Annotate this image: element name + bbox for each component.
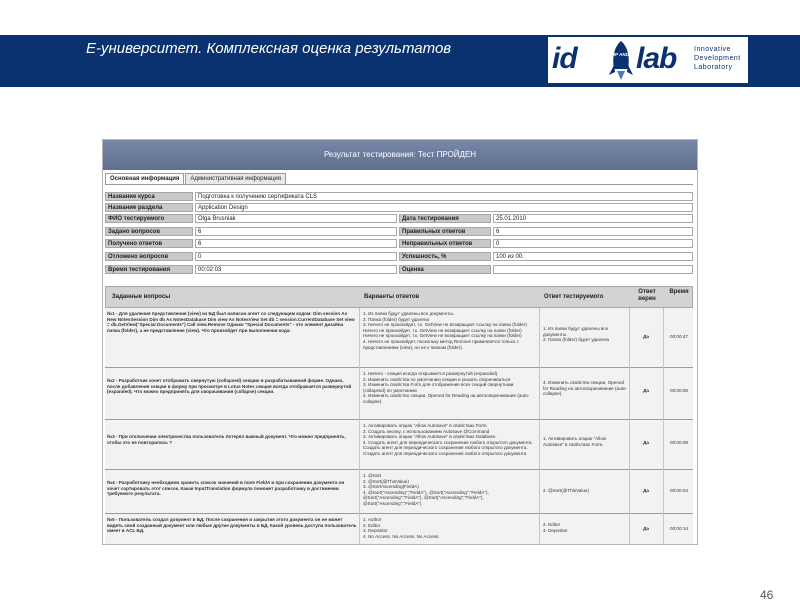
column-divider xyxy=(663,368,664,420)
title-banner xyxy=(0,35,800,87)
column-divider xyxy=(539,470,540,514)
postponed-label: Отложено вопросов xyxy=(105,252,193,261)
postponed-value: 0 xyxy=(195,252,397,261)
table-row xyxy=(105,308,693,368)
answer-correct: Да xyxy=(643,388,649,393)
table-row xyxy=(105,420,693,470)
question-text: №2 - Разработчик хочет отображать свернутую (collapsed) секцию в разрабатываемой форме. Однако, после добавления секции в форму при просмотре в Lotus Notes секция всегда отображается развернутой (expanded). Что можно предпринять для сворачивания (collapse) секции. xyxy=(107,378,352,395)
tab-main-info[interactable]: Основная информация xyxy=(105,173,184,184)
table-row xyxy=(105,368,693,420)
column-divider xyxy=(629,514,630,544)
fio-value: Olga Brusniak xyxy=(195,214,397,223)
column-divider xyxy=(539,368,540,420)
answer-time: 00:00:04 xyxy=(670,488,688,493)
field-row-questions xyxy=(105,227,693,237)
variants-list: 1. Активировать опцию "Allow Autosave" в свойствах Form. 2. Создать кнопку, с использованием Autosave @Command 3. Активировать опцию "Allow Autosave" в свойствах Database. 4. Создать агент для периодического сохранения любого открытого документа. Создать агент для периодического сохранения любого открытого документа. Создать агент для периодического сохранения любого открытого документа xyxy=(363,423,533,456)
grade-label: Оценка xyxy=(399,265,491,274)
test-result-screenshot xyxy=(102,139,698,545)
user-answer: 4. Изменить свойство секции, Opened for Reading на автосворачивание (auto-collapse). xyxy=(543,380,627,397)
variants-list: 1. Из папки будут удалены все документы. 2. Папка (folder) будет удалена 3. Ничего не произойдет, т.к. GetView не возвращает ссылку на папки (folder) Ничего не произойдет, т.к. GetView не возвращает ссылку на папки (folder) Ничего не произойдет, т.к. GetView не возвращает ссылку на папки (folder) 4. Ничего не произойдет, поскольку метод Remove применяется только с представлением (view), но не к папкам (folder). xyxy=(363,311,527,350)
variants-list: 1. @Sort 2. @Sort(@ThisValue) 3. @SortAscending(FieldA) 4. @Sort("Ascending";"FieldA"), @Sort("Ascending";"FieldA"), @Sort("Ascending";"FieldA"), @Sort("Ascending";"FieldA"), @Sort("Ascending";"FieldA") xyxy=(363,473,489,506)
field-row-postponed xyxy=(105,252,693,262)
column-divider xyxy=(359,514,360,544)
column-divider xyxy=(629,308,630,368)
column-divider xyxy=(629,420,630,470)
field-row-course xyxy=(105,192,693,202)
correct-label: Правильных ответов xyxy=(399,227,491,236)
column-divider xyxy=(359,470,360,514)
user-answer: 2. @Sort(@ThisValue) xyxy=(543,488,590,493)
column-divider xyxy=(359,420,360,470)
time-value: 00:02:03 xyxy=(195,265,397,274)
tab-divider xyxy=(105,184,693,185)
column-divider xyxy=(539,420,540,470)
date-label: Дата тестирования xyxy=(399,214,491,223)
col-variants: Варианты ответов xyxy=(364,294,420,300)
variants-list: 1. Ничего - секция всегда открывается развернутой (expanded). 2. Изменить свойства по умолчанию секции и указать сворачиваться 3. Изменить свойства Form для отображения всех секций свернутыми (collapsed) по умолчанию 4. Изменить свойство секции, Opened for Reading на автосворачивание (auto-collapse). xyxy=(363,371,530,404)
answer-time: 00:00:47 xyxy=(670,334,688,339)
logo-id-text: id xyxy=(552,42,577,75)
course-value: Подготовка к получению сертификата CLS xyxy=(195,192,693,201)
col-questions: Заданные вопросы xyxy=(112,294,171,300)
course-label: Название курса xyxy=(105,192,193,201)
answer-correct: Да xyxy=(643,488,649,493)
col-answer: Ответ тестируемого xyxy=(544,294,604,300)
question-text: №3 - При отключении электричества пользователь потерял важный документ. Что можно предпринять, чтобы это не повторилось ? xyxy=(107,434,346,445)
col-time: Время xyxy=(669,289,689,295)
table-row xyxy=(105,514,693,544)
questions-table-header xyxy=(105,286,693,308)
wrong-label: Неправильных ответов xyxy=(399,239,491,248)
column-divider xyxy=(663,514,664,544)
table-row xyxy=(105,470,693,514)
column-divider xyxy=(663,308,664,368)
logo-subtitle: Innovative Development Laboratory xyxy=(694,46,741,71)
question-text: №4 - Разработчику необходимо хранить список значений в поле FieldA и при сохранении документа он хочет сортировать этот список. Какая InputTranslation формула поможет разработчику в достижении требуемого результата. xyxy=(107,480,345,497)
idlab-logo xyxy=(548,37,748,83)
field-row-fio xyxy=(105,214,693,224)
section-value: Application Design xyxy=(195,203,693,212)
slide-page-number: 46 xyxy=(760,588,774,602)
answer-time: 00:00:06 xyxy=(670,388,688,393)
column-divider xyxy=(359,308,360,368)
svg-text:JUMP AND UP: JUMP AND UP xyxy=(606,52,636,57)
question-text: №5 - Пользователь создал документ в БД. После сохранения и закрытия этого документа он не может видеть свой созданный документ или любые другие документы в БД. Какой уровень доступа пользователь имеет в ACL БД. xyxy=(107,517,357,534)
answer-correct: Да xyxy=(643,440,649,445)
rocket-icon xyxy=(606,39,636,81)
date-value: 25.01.2010 xyxy=(493,214,693,223)
question-text: №1 - Для удаления представления (view) из БД был написан агент со следующим кодом: Dim session As New NotesSession Dim db As NotesDatabase Dim view As NotesView Set db = session.CurrentDatabase Set view = db.GetView("Special Documents") Call view.Remove Однако "Special Documents" - это элемент дизайна папка (folder), а не представление (view). Что произойдет при выполнении кода: xyxy=(107,311,355,333)
column-divider xyxy=(539,308,540,368)
column-divider xyxy=(629,368,630,420)
logo-lab-text: lab xyxy=(636,42,677,75)
field-row-received xyxy=(105,239,693,249)
correct-value: 6 xyxy=(493,227,693,236)
column-divider xyxy=(359,368,360,420)
user-answer: 2. Editor 3. Depositor xyxy=(543,522,568,533)
variants-list: 1. Author 2. Editor 3. Depositor 4. No Access. No Access. No Access. xyxy=(363,517,440,539)
time-label: Время тестирования xyxy=(105,265,193,274)
received-value: 6 xyxy=(195,239,397,248)
column-divider xyxy=(663,470,664,514)
received-label: Получено ответов xyxy=(105,239,193,248)
column-divider xyxy=(663,420,664,470)
field-row-section xyxy=(105,203,693,213)
answer-correct: Да xyxy=(643,526,649,531)
questions-value: 6 xyxy=(195,227,397,236)
answer-time: 00:00:09 xyxy=(670,440,688,445)
success-value: 100 из 00. xyxy=(493,252,693,261)
slide-title: E-университет. Комплексная оценка результатов xyxy=(86,40,452,57)
column-divider xyxy=(539,514,540,544)
tab-bar xyxy=(105,173,287,184)
section-label: Название раздела xyxy=(105,203,193,212)
wrong-value: 0 xyxy=(493,239,693,248)
column-divider xyxy=(629,470,630,514)
field-row-time xyxy=(105,265,693,275)
user-answer: 1. Из папки будут удалены все документы. 2. Папка (folder) будет удалена xyxy=(543,326,610,343)
user-answer: 1. Активировать опцию "Allow Autosave" в свойствах Form. xyxy=(543,436,607,447)
grade-value xyxy=(493,265,693,274)
questions-label: Задано вопросов xyxy=(105,227,193,236)
answer-correct: Да xyxy=(643,334,649,339)
fio-label: ФИО тестируемого xyxy=(105,214,193,223)
result-header: Результат тестирования: Тест ПРОЙДЕН xyxy=(103,140,697,170)
tab-admin-info[interactable]: Административная информация xyxy=(185,173,286,184)
col-correct: Ответ верен xyxy=(638,289,656,302)
success-label: Успешность, % xyxy=(399,252,491,261)
answer-time: 00:00:14 xyxy=(670,526,688,531)
